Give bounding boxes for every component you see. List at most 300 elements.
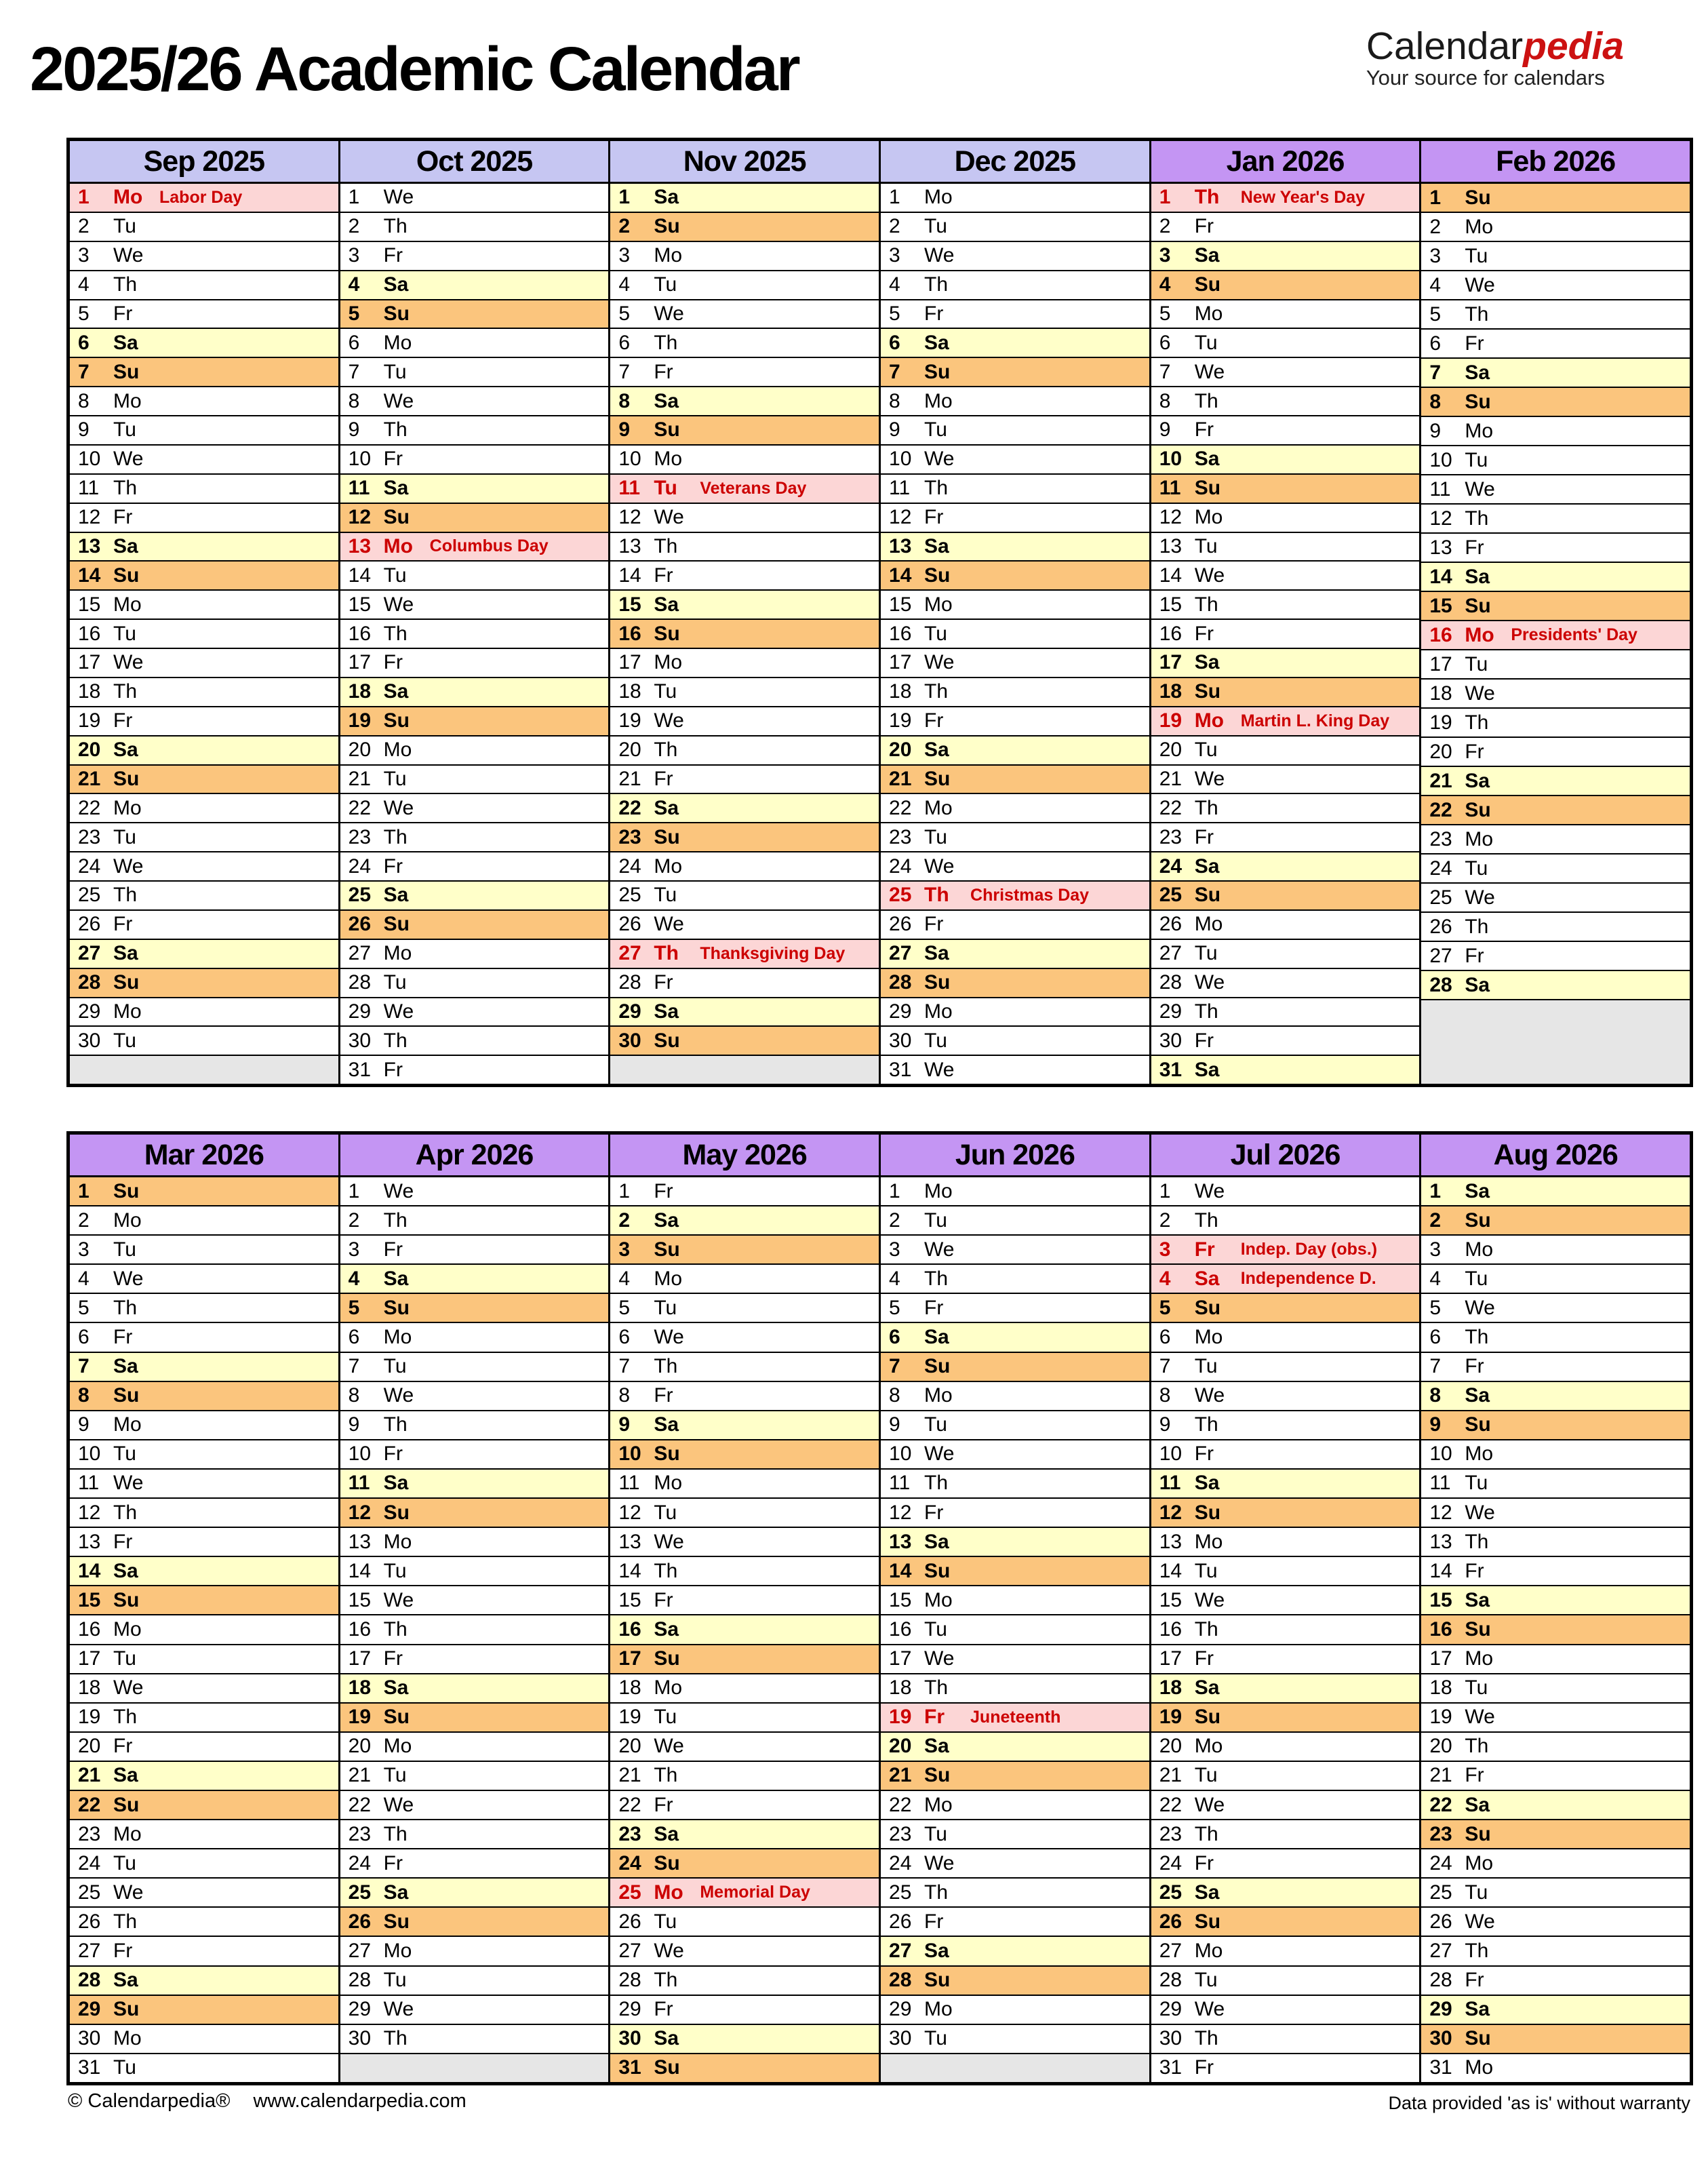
weekday-label: Tu	[924, 1413, 947, 1436]
day-number: 28	[348, 1969, 372, 1992]
day-number: 17	[78, 1647, 101, 1670]
day-number: 15	[889, 593, 912, 616]
day-cell	[1151, 1439, 1420, 1468]
weekday-label: Mo	[924, 796, 953, 819]
day-number: 23	[1159, 1822, 1183, 1845]
weekday-label: Tu	[654, 884, 677, 907]
day-cell	[70, 1848, 338, 1877]
day-cell	[70, 1527, 338, 1556]
weekday-label: Su	[113, 1998, 140, 2021]
day-number: 14	[1429, 565, 1452, 588]
day-cell	[340, 706, 609, 735]
weekday-label: Fr	[113, 506, 133, 529]
weekday-label: Su	[383, 506, 410, 529]
weekday-label: Fr	[1194, 1238, 1215, 1261]
weekday-label: We	[113, 1676, 144, 1700]
weekday-label: Su	[1465, 594, 1491, 617]
weekday-label: Fr	[654, 767, 673, 790]
day-cell	[70, 589, 338, 618]
day-cell	[70, 1936, 338, 1965]
day-cell	[610, 184, 879, 212]
day-cell	[610, 851, 879, 880]
weekday-label: We	[1194, 1998, 1225, 2021]
weekday-label: Fr	[383, 1647, 403, 1670]
weekday-label: We	[1465, 1296, 1495, 1319]
day-number: 24	[78, 855, 101, 878]
day-cell	[1421, 1497, 1690, 1527]
weekday-label: Fr	[924, 1910, 944, 1933]
day-number: 23	[1159, 825, 1183, 848]
day-cell	[340, 1025, 609, 1055]
empty-cell	[340, 2053, 609, 2082]
weekday-label: Tu	[924, 622, 947, 645]
day-cell	[1151, 822, 1420, 851]
weekday-label: Tu	[383, 767, 407, 790]
day-cell	[881, 677, 1149, 706]
day-number: 17	[1429, 1647, 1452, 1670]
weekday-label: Su	[654, 2056, 680, 2079]
day-number: 16	[1429, 1617, 1452, 1641]
day-cell	[881, 1644, 1149, 1673]
day-cell	[881, 1381, 1149, 1410]
day-cell	[1421, 707, 1690, 737]
holiday-name: Veterans Day	[700, 478, 807, 498]
month-header: Mar 2026	[70, 1135, 338, 1177]
day-cell	[610, 1234, 879, 1263]
weekday-label: Su	[924, 360, 951, 383]
day-cell	[340, 1177, 609, 1205]
day-cell	[340, 503, 609, 532]
day-cell	[881, 1352, 1149, 1381]
day-number: 13	[348, 534, 372, 557]
day-number: 3	[1159, 244, 1171, 267]
day-number: 27	[1159, 1939, 1183, 1962]
day-number: 8	[1159, 1384, 1171, 1407]
day-number: 30	[1159, 2027, 1183, 2050]
day-cell	[610, 1497, 879, 1527]
day-cell	[340, 1877, 609, 1906]
weekday-label: Sa	[924, 1326, 949, 1349]
day-cell	[1151, 1177, 1420, 1205]
weekday-label: Th	[924, 477, 949, 500]
day-cell	[881, 1790, 1149, 1819]
day-cell	[881, 1556, 1149, 1585]
weekday-label: Mo	[113, 796, 142, 819]
weekday-label: Th	[113, 1501, 138, 1524]
weekday-label: Mo	[113, 389, 142, 412]
day-cell	[1151, 1556, 1420, 1585]
day-number: 25	[348, 884, 372, 907]
weekday-label: Su	[654, 825, 680, 848]
weekday-label: Fr	[1465, 944, 1484, 967]
weekday-label: We	[924, 1442, 955, 1466]
day-number: 17	[348, 1647, 372, 1670]
day-cell	[70, 909, 338, 939]
day-number: 18	[618, 680, 641, 703]
day-number: 20	[78, 739, 101, 762]
day-number: 11	[78, 477, 100, 500]
day-number: 28	[889, 971, 912, 994]
day-cell	[610, 1702, 879, 1731]
day-number: 25	[1429, 886, 1452, 909]
day-number: 20	[889, 1735, 912, 1758]
weekday-label: Tu	[383, 564, 407, 587]
day-number: 13	[1429, 536, 1452, 559]
day-number: 26	[78, 1910, 101, 1933]
day-number: 1	[78, 186, 90, 209]
day-number: 30	[348, 1029, 372, 1052]
weekday-label: Fr	[113, 1326, 133, 1349]
day-cell	[1421, 562, 1690, 591]
day-cell	[1421, 1731, 1690, 1761]
weekday-label: Mo	[113, 1413, 142, 1436]
day-number: 25	[1429, 1881, 1452, 1904]
day-number: 25	[348, 1881, 372, 1904]
day-cell	[70, 648, 338, 677]
day-number: 26	[1429, 1910, 1452, 1933]
day-number: 27	[618, 942, 641, 965]
day-cell	[1151, 1644, 1420, 1673]
day-number: 22	[1429, 798, 1452, 821]
day-number: 7	[78, 360, 90, 383]
day-number: 13	[1159, 534, 1183, 557]
day-cell	[881, 1731, 1149, 1761]
day-cell	[70, 532, 338, 561]
day-cell	[70, 1965, 338, 1995]
day-number: 9	[1159, 418, 1171, 441]
day-cell	[610, 939, 879, 968]
weekday-label: Su	[1194, 884, 1221, 907]
weekday-label: Th	[383, 215, 408, 238]
day-number: 1	[1429, 186, 1442, 209]
holiday-name: Independence D.	[1240, 1269, 1376, 1289]
day-number: 6	[78, 1326, 90, 1349]
holiday-name: Columbus Day	[429, 536, 549, 556]
page-title: 2025/26 Academic Calendar	[30, 35, 799, 104]
day-number: 23	[348, 1822, 372, 1845]
holiday-name: Labor Day	[159, 187, 243, 207]
weekday-label: Tu	[924, 1822, 947, 1845]
weekday-label: Su	[1194, 1706, 1221, 1729]
weekday-label: Fr	[654, 1998, 673, 2021]
weekday-label: Sa	[654, 1617, 679, 1641]
day-number: 23	[1429, 1822, 1452, 1845]
weekday-label: Sa	[1465, 973, 1490, 996]
weekday-label: Tu	[924, 215, 947, 238]
day-cell	[340, 735, 609, 764]
weekday-label: Tu	[924, 418, 947, 441]
weekday-label: Mo	[1465, 827, 1494, 850]
day-cell	[1421, 2053, 1690, 2082]
day-cell	[1421, 620, 1690, 649]
weekday-label: Th	[1465, 1735, 1489, 1758]
day-cell	[881, 1263, 1149, 1293]
day-number: 22	[1429, 1793, 1452, 1816]
day-number: 27	[1429, 944, 1452, 967]
day-number: 14	[1159, 564, 1183, 587]
weekday-label: Tu	[113, 418, 136, 441]
day-number: 6	[1159, 331, 1171, 354]
weekday-label: Sa	[383, 273, 409, 296]
day-number: 12	[348, 1501, 372, 1524]
day-cell	[610, 1025, 879, 1055]
weekday-label: We	[924, 1058, 955, 1081]
day-number: 15	[618, 593, 641, 616]
day-number: 19	[78, 1706, 101, 1729]
day-cell	[1151, 851, 1420, 880]
weekday-label: Th	[1194, 1822, 1218, 1845]
day-cell	[1151, 1352, 1420, 1381]
day-number: 2	[78, 1209, 90, 1232]
weekday-label: Tu	[1465, 652, 1488, 675]
weekday-label: Sa	[113, 1764, 138, 1787]
weekday-label: Mo	[1194, 302, 1223, 325]
day-cell	[1151, 1234, 1420, 1263]
day-number: 3	[78, 244, 90, 267]
day-number: 5	[889, 1296, 900, 1319]
day-number: 12	[889, 1501, 912, 1524]
weekday-label: Sa	[383, 1881, 409, 1904]
day-number: 3	[1429, 244, 1442, 267]
weekday-label: Mo	[654, 1472, 683, 1495]
day-cell	[1151, 1381, 1420, 1410]
weekday-label: We	[1465, 273, 1495, 296]
day-cell	[340, 1263, 609, 1293]
day-number: 13	[889, 534, 912, 557]
day-number: 19	[618, 1706, 641, 1729]
day-number: 26	[1429, 915, 1452, 938]
day-cell	[70, 764, 338, 793]
day-cell	[1421, 1673, 1690, 1702]
day-cell	[1421, 941, 1690, 970]
weekday-label: Tu	[113, 825, 136, 848]
day-number: 8	[1429, 1384, 1442, 1407]
weekday-label: Fr	[1194, 1851, 1214, 1874]
day-number: 25	[78, 1881, 101, 1904]
weekday-label: Th	[1194, 1617, 1218, 1641]
day-cell	[70, 1177, 338, 1205]
weekday-label: We	[1465, 477, 1495, 500]
day-number: 1	[618, 186, 631, 209]
day-number: 22	[348, 1793, 372, 1816]
day-number: 24	[348, 1851, 372, 1874]
day-number: 3	[348, 1238, 360, 1261]
day-cell	[1151, 909, 1420, 939]
day-cell	[340, 1790, 609, 1819]
day-number: 22	[618, 1793, 641, 1816]
weekday-label: Mo	[1465, 419, 1494, 442]
weekday-label: Su	[1194, 1910, 1221, 1933]
day-cell	[340, 328, 609, 357]
day-number: 20	[78, 1735, 101, 1758]
day-number: 21	[348, 767, 372, 790]
weekday-label: Fr	[1194, 2056, 1214, 2079]
day-cell	[1151, 1614, 1420, 1643]
weekday-label: Su	[383, 1910, 410, 1933]
weekday-label: Sa	[113, 942, 138, 965]
weekday-label: Th	[113, 1910, 138, 1933]
weekday-label: Su	[1465, 1413, 1491, 1436]
day-cell	[1421, 1234, 1690, 1263]
day-number: 6	[889, 331, 900, 354]
weekday-label: Mo	[1465, 1442, 1494, 1466]
day-cell	[340, 1673, 609, 1702]
day-cell	[340, 764, 609, 793]
weekday-label: Su	[1194, 1501, 1221, 1524]
weekday-label: Tu	[1194, 1764, 1218, 1787]
day-cell	[340, 793, 609, 822]
day-cell	[340, 880, 609, 909]
weekday-label: Th	[1194, 2027, 1218, 2050]
day-number: 7	[348, 360, 360, 383]
weekday-label: Sa	[654, 593, 679, 616]
day-cell	[70, 1410, 338, 1439]
day-cell	[610, 1177, 879, 1205]
day-cell	[70, 1644, 338, 1673]
calendar-table-mar2026-aug2026	[66, 1131, 1693, 2085]
day-cell	[340, 1614, 609, 1643]
day-cell	[1151, 997, 1420, 1026]
day-cell	[1421, 1263, 1690, 1293]
weekday-label: Sa	[1465, 1998, 1490, 2021]
weekday-label: Tu	[924, 1029, 947, 1052]
day-cell	[340, 1585, 609, 1614]
day-cell	[1151, 1877, 1420, 1906]
day-number: 18	[889, 680, 912, 703]
weekday-label: We	[1465, 682, 1495, 705]
day-cell	[70, 1819, 338, 1848]
weekday-label: Th	[113, 680, 138, 703]
weekday-label: Th	[924, 884, 949, 907]
day-cell	[1421, 503, 1690, 532]
weekday-label: Su	[113, 971, 140, 994]
day-cell	[1421, 357, 1690, 387]
day-cell	[340, 1410, 609, 1439]
day-cell	[1421, 445, 1690, 474]
day-cell	[1421, 1556, 1690, 1585]
day-cell	[610, 386, 879, 415]
weekday-label: We	[383, 593, 414, 616]
day-cell	[881, 1585, 1149, 1614]
day-cell	[610, 444, 879, 473]
weekday-label: We	[654, 506, 684, 529]
weekday-label: We	[654, 913, 684, 936]
day-number: 29	[1159, 1000, 1183, 1023]
day-cell	[340, 1819, 609, 1848]
day-cell	[610, 822, 879, 851]
day-number: 8	[889, 1384, 900, 1407]
day-cell	[610, 1965, 879, 1995]
day-number: 31	[1159, 1058, 1183, 1081]
month-column-oct-2025	[338, 141, 609, 1084]
weekday-label: Tu	[1194, 331, 1218, 354]
day-number: 2	[348, 1209, 360, 1232]
day-number: 10	[1429, 448, 1452, 471]
day-number: 17	[1429, 652, 1452, 675]
day-cell	[881, 589, 1149, 618]
weekday-label: Sa	[924, 1939, 949, 1962]
day-number: 24	[348, 855, 372, 878]
day-cell	[610, 589, 879, 618]
weekday-label: Sa	[924, 1735, 949, 1758]
day-cell	[881, 1702, 1149, 1731]
day-number: 24	[1159, 855, 1183, 878]
day-number: 25	[889, 884, 912, 907]
weekday-label: Th	[1194, 1209, 1218, 1232]
day-number: 27	[618, 1939, 641, 1962]
day-number: 19	[889, 1706, 912, 1729]
weekday-label: Mo	[383, 942, 412, 965]
day-cell	[881, 1468, 1149, 1497]
weekday-label: Fr	[1194, 1647, 1214, 1670]
weekday-label: Sa	[383, 1267, 409, 1290]
weekday-label: Th	[1465, 507, 1489, 530]
day-cell	[1421, 532, 1690, 562]
day-cell	[1421, 970, 1690, 999]
day-cell	[610, 328, 879, 357]
day-number: 9	[1159, 1413, 1171, 1436]
day-cell	[1421, 1585, 1690, 1614]
day-cell	[610, 1673, 879, 1702]
day-number: 16	[889, 1617, 912, 1641]
weekday-label: Su	[654, 418, 680, 441]
month-header: Jul 2026	[1151, 1135, 1420, 1177]
day-number: 21	[618, 767, 641, 790]
day-number: 18	[618, 1676, 641, 1700]
weekday-label: We	[113, 1881, 144, 1904]
weekday-label: Sa	[1194, 1267, 1220, 1290]
day-number: 29	[618, 1000, 641, 1023]
day-cell	[1421, 1819, 1690, 1848]
weekday-label: We	[1194, 1179, 1225, 1202]
day-number: 30	[1429, 2027, 1452, 2050]
day-cell	[70, 1322, 338, 1351]
logo-text-pedia: pedia	[1523, 24, 1624, 68]
weekday-label: Su	[654, 1029, 680, 1052]
weekday-label: Th	[1194, 1413, 1218, 1436]
day-cell	[1151, 1497, 1420, 1527]
month-column-nov-2025	[608, 141, 879, 1084]
day-cell	[610, 1527, 879, 1556]
day-cell	[1421, 1936, 1690, 1965]
day-cell	[610, 1468, 879, 1497]
day-number: 27	[889, 942, 912, 965]
weekday-label: Th	[113, 477, 138, 500]
day-cell	[340, 1965, 609, 1995]
day-cell	[881, 1497, 1149, 1527]
day-number: 12	[889, 506, 912, 529]
weekday-label: We	[654, 1530, 684, 1553]
weekday-label: Fr	[1194, 1029, 1214, 1052]
day-cell	[70, 706, 338, 735]
day-cell	[340, 939, 609, 968]
weekday-label: Th	[383, 418, 408, 441]
day-number: 16	[1429, 623, 1452, 646]
day-cell	[881, 532, 1149, 561]
day-number: 29	[1429, 1998, 1452, 2021]
weekday-label: Fr	[113, 302, 133, 325]
day-number: 15	[78, 1588, 101, 1611]
day-number: 19	[1159, 1706, 1183, 1729]
day-number: 12	[348, 506, 372, 529]
weekday-label: Th	[1194, 796, 1218, 819]
weekday-label: We	[1194, 360, 1225, 383]
day-number: 9	[889, 1413, 900, 1436]
weekday-label: Fr	[113, 1530, 133, 1553]
day-number: 2	[1159, 1209, 1171, 1232]
day-number: 21	[889, 767, 912, 790]
weekday-label: Tu	[1465, 1881, 1488, 1904]
